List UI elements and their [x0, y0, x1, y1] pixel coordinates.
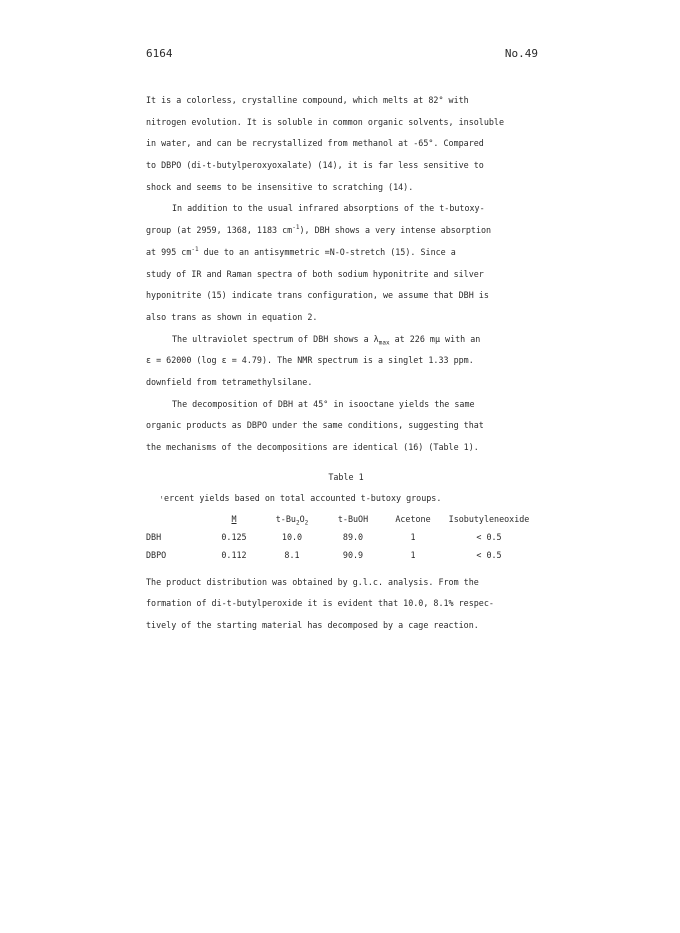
paragraph-4	[146, 394, 546, 459]
table-cell: 10.0	[281, 531, 303, 542]
text-line: downfield from tetramethylsilane.	[146, 376, 313, 387]
table-cell: 8.1	[284, 549, 300, 560]
text-line: The decomposition of DBH at 45° in isooctane yields the same	[172, 398, 475, 409]
text-line: organic products as DBPO under the same conditions, suggesting that	[146, 420, 484, 431]
table-cell: DBPO	[146, 549, 167, 560]
header-cell-acetone: Acetone	[395, 513, 431, 524]
text-span: group (at 2959, 1368, 1183 cm	[146, 225, 293, 236]
text-line: formation of di-t-butylperoxide it is evident that 10.0, 8.1% respec-	[146, 598, 494, 609]
text-line: in water, and can be recrystallized from methanol at -65°. Compared	[146, 138, 484, 149]
subscript: 2	[295, 519, 300, 527]
text-line: tively of the starting material has decomposed by a cage reaction.	[146, 620, 479, 631]
header-cell-m	[208, 510, 260, 528]
table-cell: < 0.5	[476, 549, 502, 560]
text-span: t-Bu	[275, 513, 296, 524]
table-caption: ˓ercent yields based on total accounted t-butoxy groups.	[159, 492, 442, 503]
text-line: the mechanisms of the decompositions are identical (16) (Table 1).	[146, 442, 479, 452]
table-cell: 1	[410, 531, 416, 542]
table-row	[146, 528, 534, 546]
paragraph-5	[146, 572, 546, 637]
text-line: also trans as shown in equation 2.	[146, 311, 318, 322]
table-cell: 89.0	[342, 531, 364, 542]
table-cell: 1	[410, 549, 416, 560]
text-line: The product distribution was obtained by g.l.c. analysis. From the	[146, 576, 479, 587]
text-line: ε = 62000 (log ε = 4.79). The NMR spectrum is a singlet 1.33 ppm.	[146, 355, 474, 366]
text-line: to DBPO (di-t-butylperoxyoxalate) (14), it is far less sensitive to	[146, 160, 484, 171]
table-cell: 0.112	[221, 549, 247, 560]
table-cell: DBH	[146, 531, 162, 542]
text-line: hyponitrite (15) indicate trans configuration, we assume that DBH is	[146, 290, 489, 301]
superscript: -1	[292, 224, 300, 232]
table-title: Table 1	[328, 471, 364, 482]
paragraph-3	[146, 329, 546, 394]
table-cell: 0.125	[221, 531, 247, 542]
header-m-label: M	[231, 513, 237, 524]
results-table	[146, 510, 534, 564]
table-header-row	[146, 510, 534, 528]
text-span: due to an antisymmetric =N-O-stretch (15). Since a	[198, 246, 456, 257]
table-row	[146, 546, 534, 564]
paragraph-1	[146, 90, 546, 198]
subscript: max	[378, 339, 390, 347]
header-cell-isobutyleneoxide: Isobutyleneoxide	[448, 513, 530, 524]
text-span: at 995 cm	[146, 246, 192, 257]
text-span: ), DBH shows a very intense absorption	[299, 225, 492, 236]
text-line	[146, 220, 546, 242]
article-body	[146, 90, 546, 637]
text-line	[146, 242, 546, 264]
text-line: In addition to the usual infrared absorptions of the t-butoxy-	[172, 203, 485, 214]
text-span: O	[299, 513, 305, 524]
table-cell: 90.9	[342, 549, 364, 560]
subscript: 2	[304, 519, 309, 527]
header-cell-tbu2o2	[260, 510, 324, 528]
text-line: shock and seems to be insensitive to scratching (14).	[146, 181, 414, 192]
text-line	[146, 329, 546, 351]
text-span: The ultraviolet spectrum of DBH shows a λ	[172, 333, 379, 344]
paragraph-2	[146, 198, 546, 328]
table-cell: < 0.5	[476, 531, 502, 542]
text-line: nitrogen evolution. It is soluble in common organic solvents, insoluble	[146, 116, 504, 127]
text-line: It is a colorless, crystalline compound, which melts at 82° with	[146, 95, 469, 105]
text-span: at 226 mμ with an	[389, 333, 481, 344]
issue-number: No.49	[504, 47, 538, 60]
header-cell-blank	[146, 510, 208, 528]
page-number: 6164	[146, 47, 173, 60]
header-cell-tbuoh: t-BuOH	[337, 513, 369, 524]
text-line: study of IR and Raman spectra of both sodium hyponitrite and silver	[146, 268, 484, 279]
superscript: -1	[191, 246, 199, 254]
